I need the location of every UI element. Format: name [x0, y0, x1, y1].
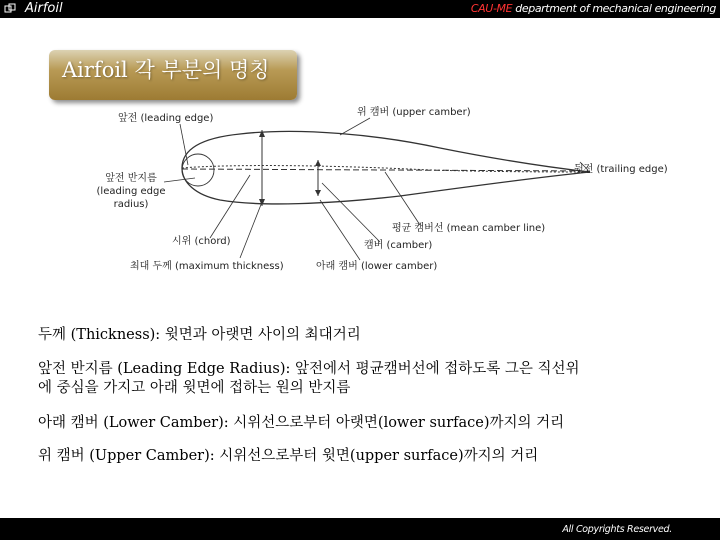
- footer-copyright: All Copyrights Reserved.: [562, 524, 672, 535]
- definition-upper-camber: 위 캠버 (Upper Camber): 시위선으로부터 윗면(upper surface)까지의 거리: [38, 448, 539, 464]
- label-trailing-edge: 뒷전 (trailing edge): [574, 164, 668, 175]
- slide-title: Airfoil 각 부분의 명칭: [62, 58, 270, 82]
- label-le-radius-line1: 앞전 반지름: [105, 173, 157, 184]
- camber-arrow-bottom: [315, 190, 321, 196]
- label-le-radius-line3: radius): [113, 199, 149, 210]
- label-max-thickness: 최대 두께 (maximum thickness): [130, 261, 284, 272]
- label-mean-camber: 평균 캠버선 (mean camber line): [392, 223, 546, 234]
- leader-chord: [210, 175, 250, 238]
- leader-max-thickness: [240, 202, 262, 258]
- max-thickness-arrow-top: [259, 130, 265, 137]
- definition-le-radius-line2: 에 중심을 가지고 아래 윗면에 접하는 원의 반지름: [38, 380, 351, 396]
- label-le-radius-line2: (leading edge: [96, 186, 166, 197]
- leader-upper-camber: [340, 118, 370, 135]
- label-chord: 시위 (chord): [172, 236, 231, 247]
- leader-camber: [322, 183, 380, 242]
- leader-lower-camber: [320, 200, 360, 260]
- chord-line: [182, 169, 590, 171]
- label-leading-edge: 앞전 (leading edge): [118, 113, 214, 124]
- department-accent: CAU-ME: [470, 2, 513, 15]
- definition-thickness: 두께 (Thickness): 윗면과 아랫면 사이의 최대거리: [38, 327, 361, 343]
- label-camber: 캠버 (camber): [364, 240, 433, 251]
- department-rest: department of mechanical engineering: [512, 2, 716, 15]
- label-lower-camber: 아래 캠버 (lower camber): [316, 261, 438, 272]
- camber-arrow-top: [315, 160, 321, 166]
- label-upper-camber: 위 캠버 (upper camber): [357, 107, 471, 118]
- header-title: Airfoil: [25, 1, 63, 16]
- leader-mean-camber: [385, 172, 420, 225]
- definition-lower-camber: 아래 캠버 (Lower Camber): 시위선으로부터 아랫면(lower surface)까지의 거리: [38, 415, 565, 431]
- definition-le-radius-line1: 앞전 반지름 (Leading Edge Radius): 앞전에서 평균캠버선에 접하도록 그은 직선위: [38, 361, 580, 377]
